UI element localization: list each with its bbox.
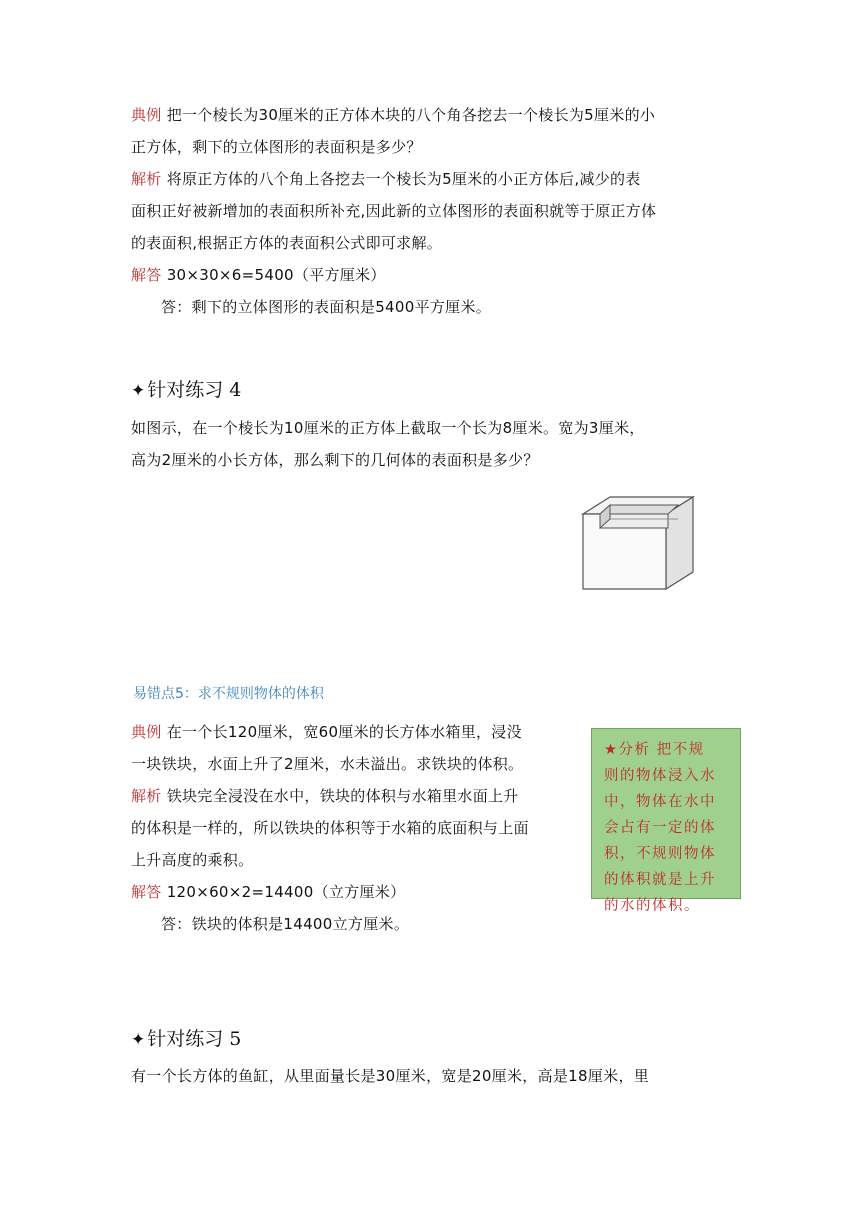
practice-4-title-text: 针对练习 4 (147, 379, 242, 401)
example-1-answer-line (131, 259, 731, 291)
analysis-label: 解析 (131, 787, 162, 805)
question-text: 在一个长120厘米，宽60厘米的长方体水箱里，浸没 (166, 723, 522, 741)
sparkle-icon: ✦ (131, 1030, 146, 1050)
example-1-question-line-2: 正方体，剩下的立体图形的表面积是多少？ (131, 138, 422, 156)
answer-text: 120×60×2=14400（立方厘米） (166, 883, 406, 901)
practice-5-title-text: 针对练习 5 (147, 1028, 242, 1050)
example-2-analysis-line-3: 上升高度的乘积。 (131, 851, 254, 869)
analysis-text: 将原正方体的八个角上各挖去一个棱长为5厘米的小正方体后,减少的表 (166, 170, 641, 188)
example-2-analysis-line-1 (131, 780, 586, 812)
analysis-text: 铁块完全浸没在水中，铁块的体积与水箱里水面上升 (166, 787, 519, 805)
example-1-analysis-line-3: 的表面积,根据正方体的表面积公式即可求解。 (131, 234, 443, 252)
answer-label: 解答 (131, 883, 162, 901)
practice-4-line-2: 高为2厘米的小长方体，那么剩下的几何体的表面积是多少？ (131, 451, 539, 469)
example-1 (131, 99, 731, 323)
example-2-question-line-1 (131, 716, 586, 748)
note-line: 中，物体在水中 (604, 794, 716, 810)
example-2-answer-line (131, 876, 586, 908)
answer-label: 解答 (131, 266, 162, 284)
example-2-reply: 答：铁块的体积是14400立方厘米。 (161, 915, 410, 933)
error-point-heading: 易错点5：求不规则物体的体积 (133, 686, 324, 702)
example-label: 典例 (131, 723, 162, 741)
practice-5-line-1: 有一个长方体的鱼缸，从里面量长是30厘米，宽是20厘米，高是18厘米，里 (131, 1067, 650, 1085)
answer-text: 30×30×6=5400（平方厘米） (166, 266, 386, 284)
note-line: 积，不规则物体 (604, 846, 716, 862)
analysis-label: 解析 (131, 170, 162, 188)
note-line: 的水的体积。 (604, 898, 700, 914)
example-1-analysis-line-2: 面积正好被新增加的表面积所补充,因此新的立体图形的表面积就等于原正方体 (131, 202, 657, 220)
sparkle-icon: ✦ (131, 381, 146, 401)
example-1-reply: 答：剩下的立体图形的表面积是5400平方厘米。 (161, 298, 492, 316)
example-2-question-line-2: 一块铁块，水面上升了2厘米，水未溢出。求铁块的体积。 (131, 755, 524, 773)
note-line: 会占有一定的体 (604, 820, 716, 836)
analysis-note-box (591, 728, 741, 914)
note-line: ★分析 把不规 (604, 742, 705, 758)
example-1-analysis-line-1 (131, 163, 731, 195)
example-2 (131, 716, 586, 940)
practice-4-title (131, 375, 241, 402)
practice-5-body (131, 1060, 731, 1092)
note-line: 则的物体浸入水 (604, 768, 716, 784)
practice-4-body (131, 412, 731, 476)
practice-5-title (131, 1024, 241, 1051)
example-1-question-line-1 (131, 99, 731, 131)
example-label: 典例 (131, 106, 162, 124)
note-line: 的体积就是上升 (604, 872, 716, 888)
practice-4-line-1: 如图示，在一个棱长为10厘米的正方体上截取一个长为8厘米。宽为3厘米， (131, 419, 645, 437)
cut-cube-figure (580, 494, 696, 592)
example-2-analysis-line-2: 的体积是一样的，所以铁块的体积等于水箱的底面积与上面 (131, 819, 529, 837)
question-text: 把一个棱长为30厘米的正方体木块的八个角各挖去一个棱长为5厘米的小 (166, 106, 656, 124)
